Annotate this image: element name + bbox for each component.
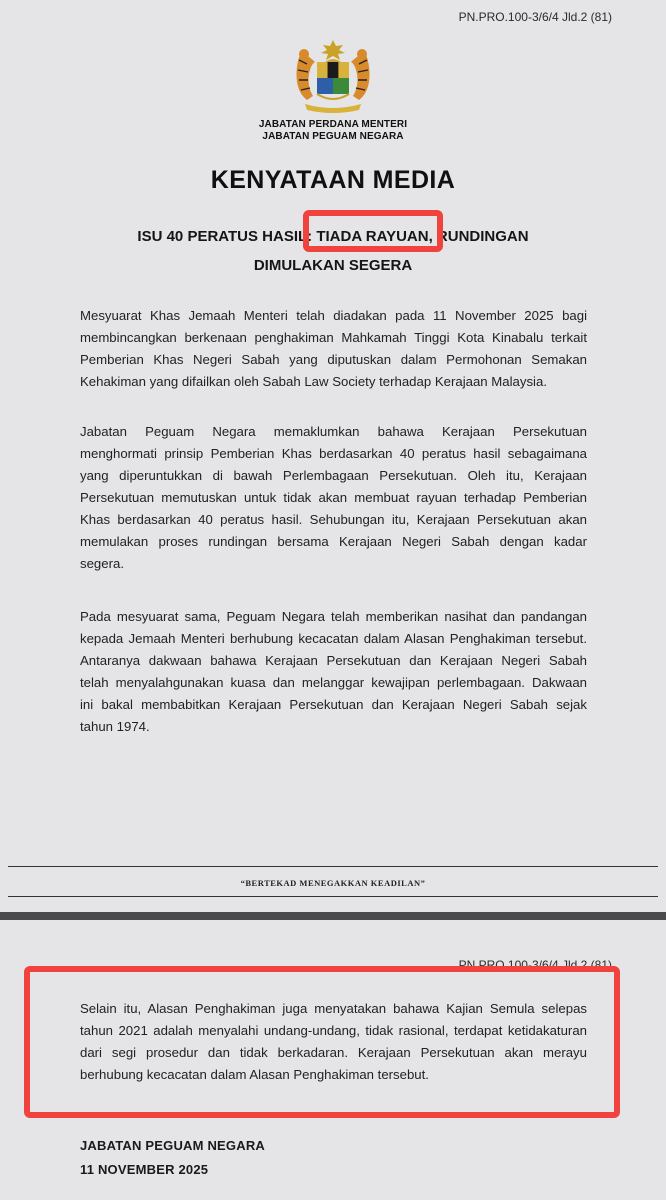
paragraph-line: Pada mesyuarat sama, Peguam Negara telah memberikan nasihat dan pandangan bbox=[80, 609, 587, 624]
paragraph-line: tahun 1974. bbox=[80, 719, 150, 734]
page-break-divider bbox=[0, 912, 666, 920]
paragraph-line: Persekutuan memutuskan untuk tidak akan membuat rayuan terhadap Pemberian bbox=[80, 490, 587, 505]
agency-name-pm-department: JABATAN PERDANA MENTERI bbox=[258, 119, 408, 130]
paragraph-line: Pemberian Khas Negeri Sabah yang diputuskan dalam Permohonan Semakan bbox=[80, 352, 587, 367]
paragraph-line: berhubung kecacatan dalam Alasan Penghakiman tersebut. bbox=[80, 1067, 429, 1082]
footer-motto: “BERTEKAD MENEGAKKAN KEADILAN” bbox=[240, 878, 426, 888]
paragraph-1 bbox=[80, 305, 587, 393]
paragraph-line: tahun 2021 adalah menyalahi undang-undang, tidak rasional, terdapat ketidakaturan bbox=[80, 1023, 587, 1038]
headline-highlighted-phrase: TIADA RAYUAN bbox=[316, 228, 429, 245]
footer-rule-top bbox=[8, 866, 658, 867]
paragraph-3 bbox=[80, 606, 587, 738]
paragraph-line: dari segi prosedur dan tidak berkadaran. Kerajaan Persekutuan akan merayu bbox=[80, 1045, 587, 1060]
signature-date: 11 NOVEMBER 2025 bbox=[80, 1162, 209, 1177]
headline-part: ISU 40 PERATUS HASIL: bbox=[137, 228, 317, 245]
headline-part: , RUNDINGAN bbox=[428, 228, 529, 245]
paragraph-line: memulakan proses rundingan bersama Kerajaan Negeri Sabah dengan kadar bbox=[80, 534, 587, 549]
footer-rule-bottom bbox=[8, 896, 658, 897]
reference-number-page-2: PN.PRO.100-3/6/4 Jld.2 (81) bbox=[458, 958, 612, 972]
paragraph-2 bbox=[80, 421, 587, 575]
malaysia-coat-of-arms-icon bbox=[283, 38, 383, 114]
paragraph-line: menghormati prinsip Pemberian Khas berdasarkan 40 peratus hasil sebagaimana bbox=[80, 446, 587, 461]
paragraph-line: Antaranya dakwaan bahawa Kerajaan Persekutuan dan Kerajaan Negeri Sabah bbox=[80, 653, 587, 668]
paragraph-line: Jabatan Peguam Negara memaklumkan bahawa Kerajaan Persekutuan bbox=[80, 424, 587, 439]
paragraph-line: Kehakiman yang difailkan oleh Sabah Law Society terhadap Kerajaan Malaysia. bbox=[80, 374, 547, 389]
agency-name-attorney-general: JABATAN PEGUAM NEGARA bbox=[262, 131, 404, 142]
headline-highlight-box bbox=[303, 210, 443, 252]
paragraph-line: segera. bbox=[80, 556, 124, 571]
paragraph-highlight-box bbox=[24, 966, 620, 1118]
paragraph-line: Mesyuarat Khas Jemaah Menteri telah diadakan pada 11 November 2025 bagi bbox=[80, 308, 587, 323]
signature-organization: JABATAN PEGUAM NEGARA bbox=[80, 1138, 266, 1153]
paragraph-line: ini bakal membabitkan Kerajaan Persekutuan dan Kerajaan Negeri Sabah sejak bbox=[80, 697, 587, 712]
paragraph-line: Khas berdasarkan 40 peratus hasil. Sehubungan itu, Kerajaan Persekutuan akan bbox=[80, 512, 587, 527]
paragraph-line: telah menyalahgunakan kuasa dan melanggar kewajipan perlembagaan. Dakwaan bbox=[80, 675, 587, 690]
paragraph-line: Selain itu, Alasan Penghakiman juga menyatakan bahawa Kajian Semula selepas bbox=[80, 1001, 587, 1016]
paragraph-line: yang diperuntukkan di bawah Perlembagaan Persekutuan. Oleh itu, Kerajaan bbox=[80, 468, 587, 483]
paragraph-line: kepada Jemaah Menteri berhubung kecacatan dalam Alasan Penghakiman tersebut. bbox=[80, 631, 587, 646]
reference-number: PN.PRO.100-3/6/4 Jld.2 (81) bbox=[458, 10, 612, 24]
headline-line-2: DIMULAKAN SEGERA bbox=[253, 257, 413, 274]
page-title: KENYATAAN MEDIA bbox=[210, 166, 456, 194]
paragraph-line: membincangkan berkenaan penghakiman Mahkamah Tinggi Kota Kinabalu terkait bbox=[80, 330, 587, 345]
